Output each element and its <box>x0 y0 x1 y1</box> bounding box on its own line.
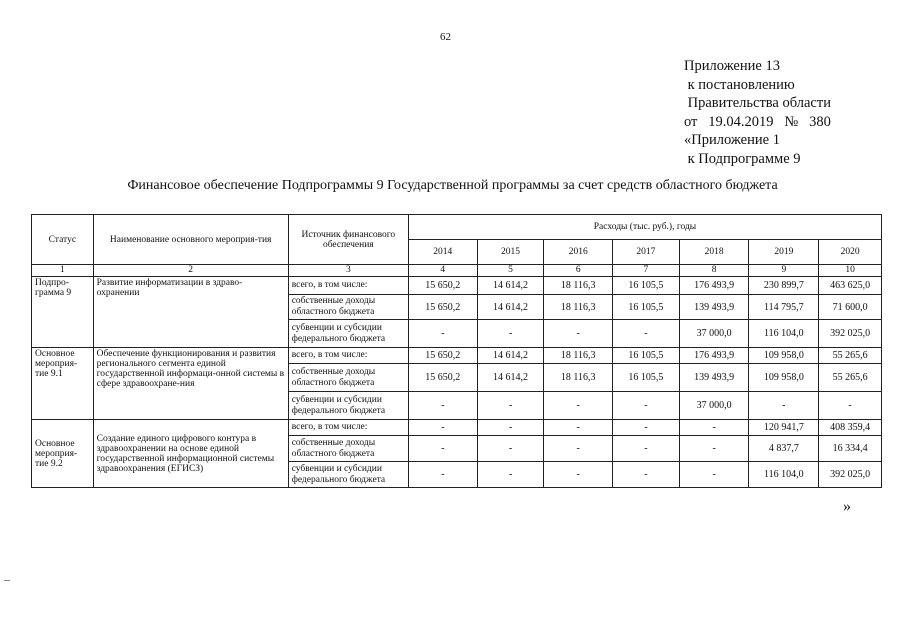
value-cell: 392 025,0 <box>819 320 882 348</box>
value-cell: - <box>477 462 544 488</box>
header-year: 2015 <box>477 240 544 265</box>
value-cell: - <box>819 392 882 420</box>
value-cell: 109 958,0 <box>749 364 819 392</box>
source-cell: всего, в том числе: <box>288 348 408 364</box>
financing-table <box>31 214 882 488</box>
value-cell: 18 116,3 <box>544 295 613 320</box>
source-cell: собственные доходы областного бюджета <box>288 436 408 462</box>
value-cell: 139 493,9 <box>679 364 749 392</box>
value-cell: 14 614,2 <box>477 277 544 295</box>
status-cell: Подпро-грамма 9 <box>32 277 94 348</box>
value-cell: 16 105,5 <box>613 348 680 364</box>
source-cell: субвенции и субсидии федерального бюджета <box>288 462 408 488</box>
column-index: 3 <box>288 265 408 277</box>
header-source: Источник финансового обеспечения <box>288 215 408 265</box>
table-row <box>32 277 882 295</box>
value-cell: 230 899,7 <box>749 277 819 295</box>
value-cell: 15 650,2 <box>408 348 477 364</box>
page-number: 62 <box>440 31 451 43</box>
value-cell: 4 837,7 <box>749 436 819 462</box>
value-cell: - <box>613 436 680 462</box>
appendix-line: «Приложение 1 <box>684 132 780 148</box>
document-title: Финансовое обеспечение Подпрограммы 9 Государственной программы за счет средств областного бюджета <box>127 178 778 193</box>
column-index: 1 <box>32 265 94 277</box>
closing-quote-mark: » <box>843 498 851 515</box>
source-cell: субвенции и субсидии федерального бюджета <box>288 320 408 348</box>
value-cell: - <box>544 320 613 348</box>
value-cell: 55 265,6 <box>819 364 882 392</box>
value-cell: - <box>408 320 477 348</box>
value-cell: 114 795,7 <box>749 295 819 320</box>
header-row <box>32 215 882 240</box>
value-cell: 392 025,0 <box>819 462 882 488</box>
value-cell: 16 334,4 <box>819 436 882 462</box>
header-year: 2019 <box>749 240 819 265</box>
value-cell: 16 105,5 <box>613 295 680 320</box>
value-cell: - <box>408 462 477 488</box>
column-index: 2 <box>93 265 288 277</box>
header-year: 2018 <box>679 240 749 265</box>
header-status: Статус <box>32 215 94 265</box>
value-cell: - <box>477 320 544 348</box>
activity-name-cell: Обеспечение функционирования и развития регионального сегмента единой государственной информаци-онной системы в сфере здравоохране-ния <box>93 348 288 420</box>
value-cell: - <box>544 392 613 420</box>
value-cell: - <box>613 320 680 348</box>
table-row <box>32 420 882 436</box>
status-cell: Основное мероприя-тие 9.2 <box>32 420 94 488</box>
table-row <box>32 348 882 364</box>
activity-name-cell: Создание единого цифрового контура в здравоохранении на основе единой государственной информационной системы здравоохранения (ЕГИСЗ) <box>93 420 288 488</box>
value-cell: - <box>679 436 749 462</box>
value-cell: 18 116,3 <box>544 348 613 364</box>
value-cell: 14 614,2 <box>477 295 544 320</box>
source-cell: всего, в том числе: <box>288 420 408 436</box>
header-name: Наименование основного мероприя-тия <box>93 215 288 265</box>
value-cell: 55 265,6 <box>819 348 882 364</box>
value-cell: 463 625,0 <box>819 277 882 295</box>
column-index: 6 <box>544 265 613 277</box>
value-cell: - <box>544 420 613 436</box>
column-index: 5 <box>477 265 544 277</box>
group-subprogram-9 <box>32 277 882 348</box>
value-cell: 176 493,9 <box>679 277 749 295</box>
header-year: 2014 <box>408 240 477 265</box>
value-cell: - <box>613 420 680 436</box>
value-cell: 71 600,0 <box>819 295 882 320</box>
value-cell: 15 650,2 <box>408 364 477 392</box>
value-cell: 109 958,0 <box>749 348 819 364</box>
stray-mark <box>4 580 10 581</box>
activity-name-cell: Развитие информатизации в здраво-охранении <box>93 277 288 348</box>
header-year: 2016 <box>544 240 613 265</box>
group-activity-9-2 <box>32 420 882 488</box>
value-cell: 18 116,3 <box>544 277 613 295</box>
value-cell: 139 493,9 <box>679 295 749 320</box>
group-activity-9-1 <box>32 348 882 420</box>
value-cell: - <box>408 392 477 420</box>
value-cell: - <box>749 392 819 420</box>
appendix-line: от 19.04.2019 № 380 <box>684 113 831 130</box>
value-cell: 14 614,2 <box>477 364 544 392</box>
value-cell: 14 614,2 <box>477 348 544 364</box>
column-index: 9 <box>749 265 819 277</box>
value-cell: 116 104,0 <box>749 320 819 348</box>
value-cell: - <box>544 462 613 488</box>
appendix-line: к постановлению <box>684 76 795 93</box>
column-index: 7 <box>613 265 680 277</box>
value-cell: 16 105,5 <box>613 364 680 392</box>
value-cell: 116 104,0 <box>749 462 819 488</box>
column-index: 8 <box>679 265 749 277</box>
column-index-row <box>32 265 882 277</box>
status-cell: Основное мероприя-тие 9.1 <box>32 348 94 420</box>
value-cell: 15 650,2 <box>408 277 477 295</box>
value-cell: 15 650,2 <box>408 295 477 320</box>
header-expenses: Расходы (тыс. руб.), годы <box>408 215 881 240</box>
appendix-line: Правительства области <box>684 95 831 111</box>
value-cell: 37 000,0 <box>679 392 749 420</box>
value-cell: 176 493,9 <box>679 348 749 364</box>
value-cell: 120 941,7 <box>749 420 819 436</box>
value-cell: - <box>544 436 613 462</box>
header-year: 2020 <box>819 240 882 265</box>
value-cell: 18 116,3 <box>544 364 613 392</box>
value-cell: - <box>477 436 544 462</box>
column-index: 10 <box>819 265 882 277</box>
value-cell: - <box>613 392 680 420</box>
appendix-line: к Подпрограмме 9 <box>684 150 801 167</box>
source-cell: субвенции и субсидии федерального бюджета <box>288 392 408 420</box>
value-cell: - <box>679 420 749 436</box>
value-cell: - <box>408 420 477 436</box>
value-cell: 408 359,4 <box>819 420 882 436</box>
header-year: 2017 <box>613 240 680 265</box>
value-cell: - <box>408 436 477 462</box>
source-cell: всего, в том числе: <box>288 277 408 295</box>
source-cell: собственные доходы областного бюджета <box>288 364 408 392</box>
appendix-line: Приложение 13 <box>684 58 780 74</box>
value-cell: 37 000,0 <box>679 320 749 348</box>
appendix-block <box>684 57 831 168</box>
value-cell: - <box>613 462 680 488</box>
value-cell: - <box>477 420 544 436</box>
value-cell: 16 105,5 <box>613 277 680 295</box>
value-cell: - <box>477 392 544 420</box>
column-index: 4 <box>408 265 477 277</box>
value-cell: - <box>679 462 749 488</box>
source-cell: собственные доходы областного бюджета <box>288 295 408 320</box>
